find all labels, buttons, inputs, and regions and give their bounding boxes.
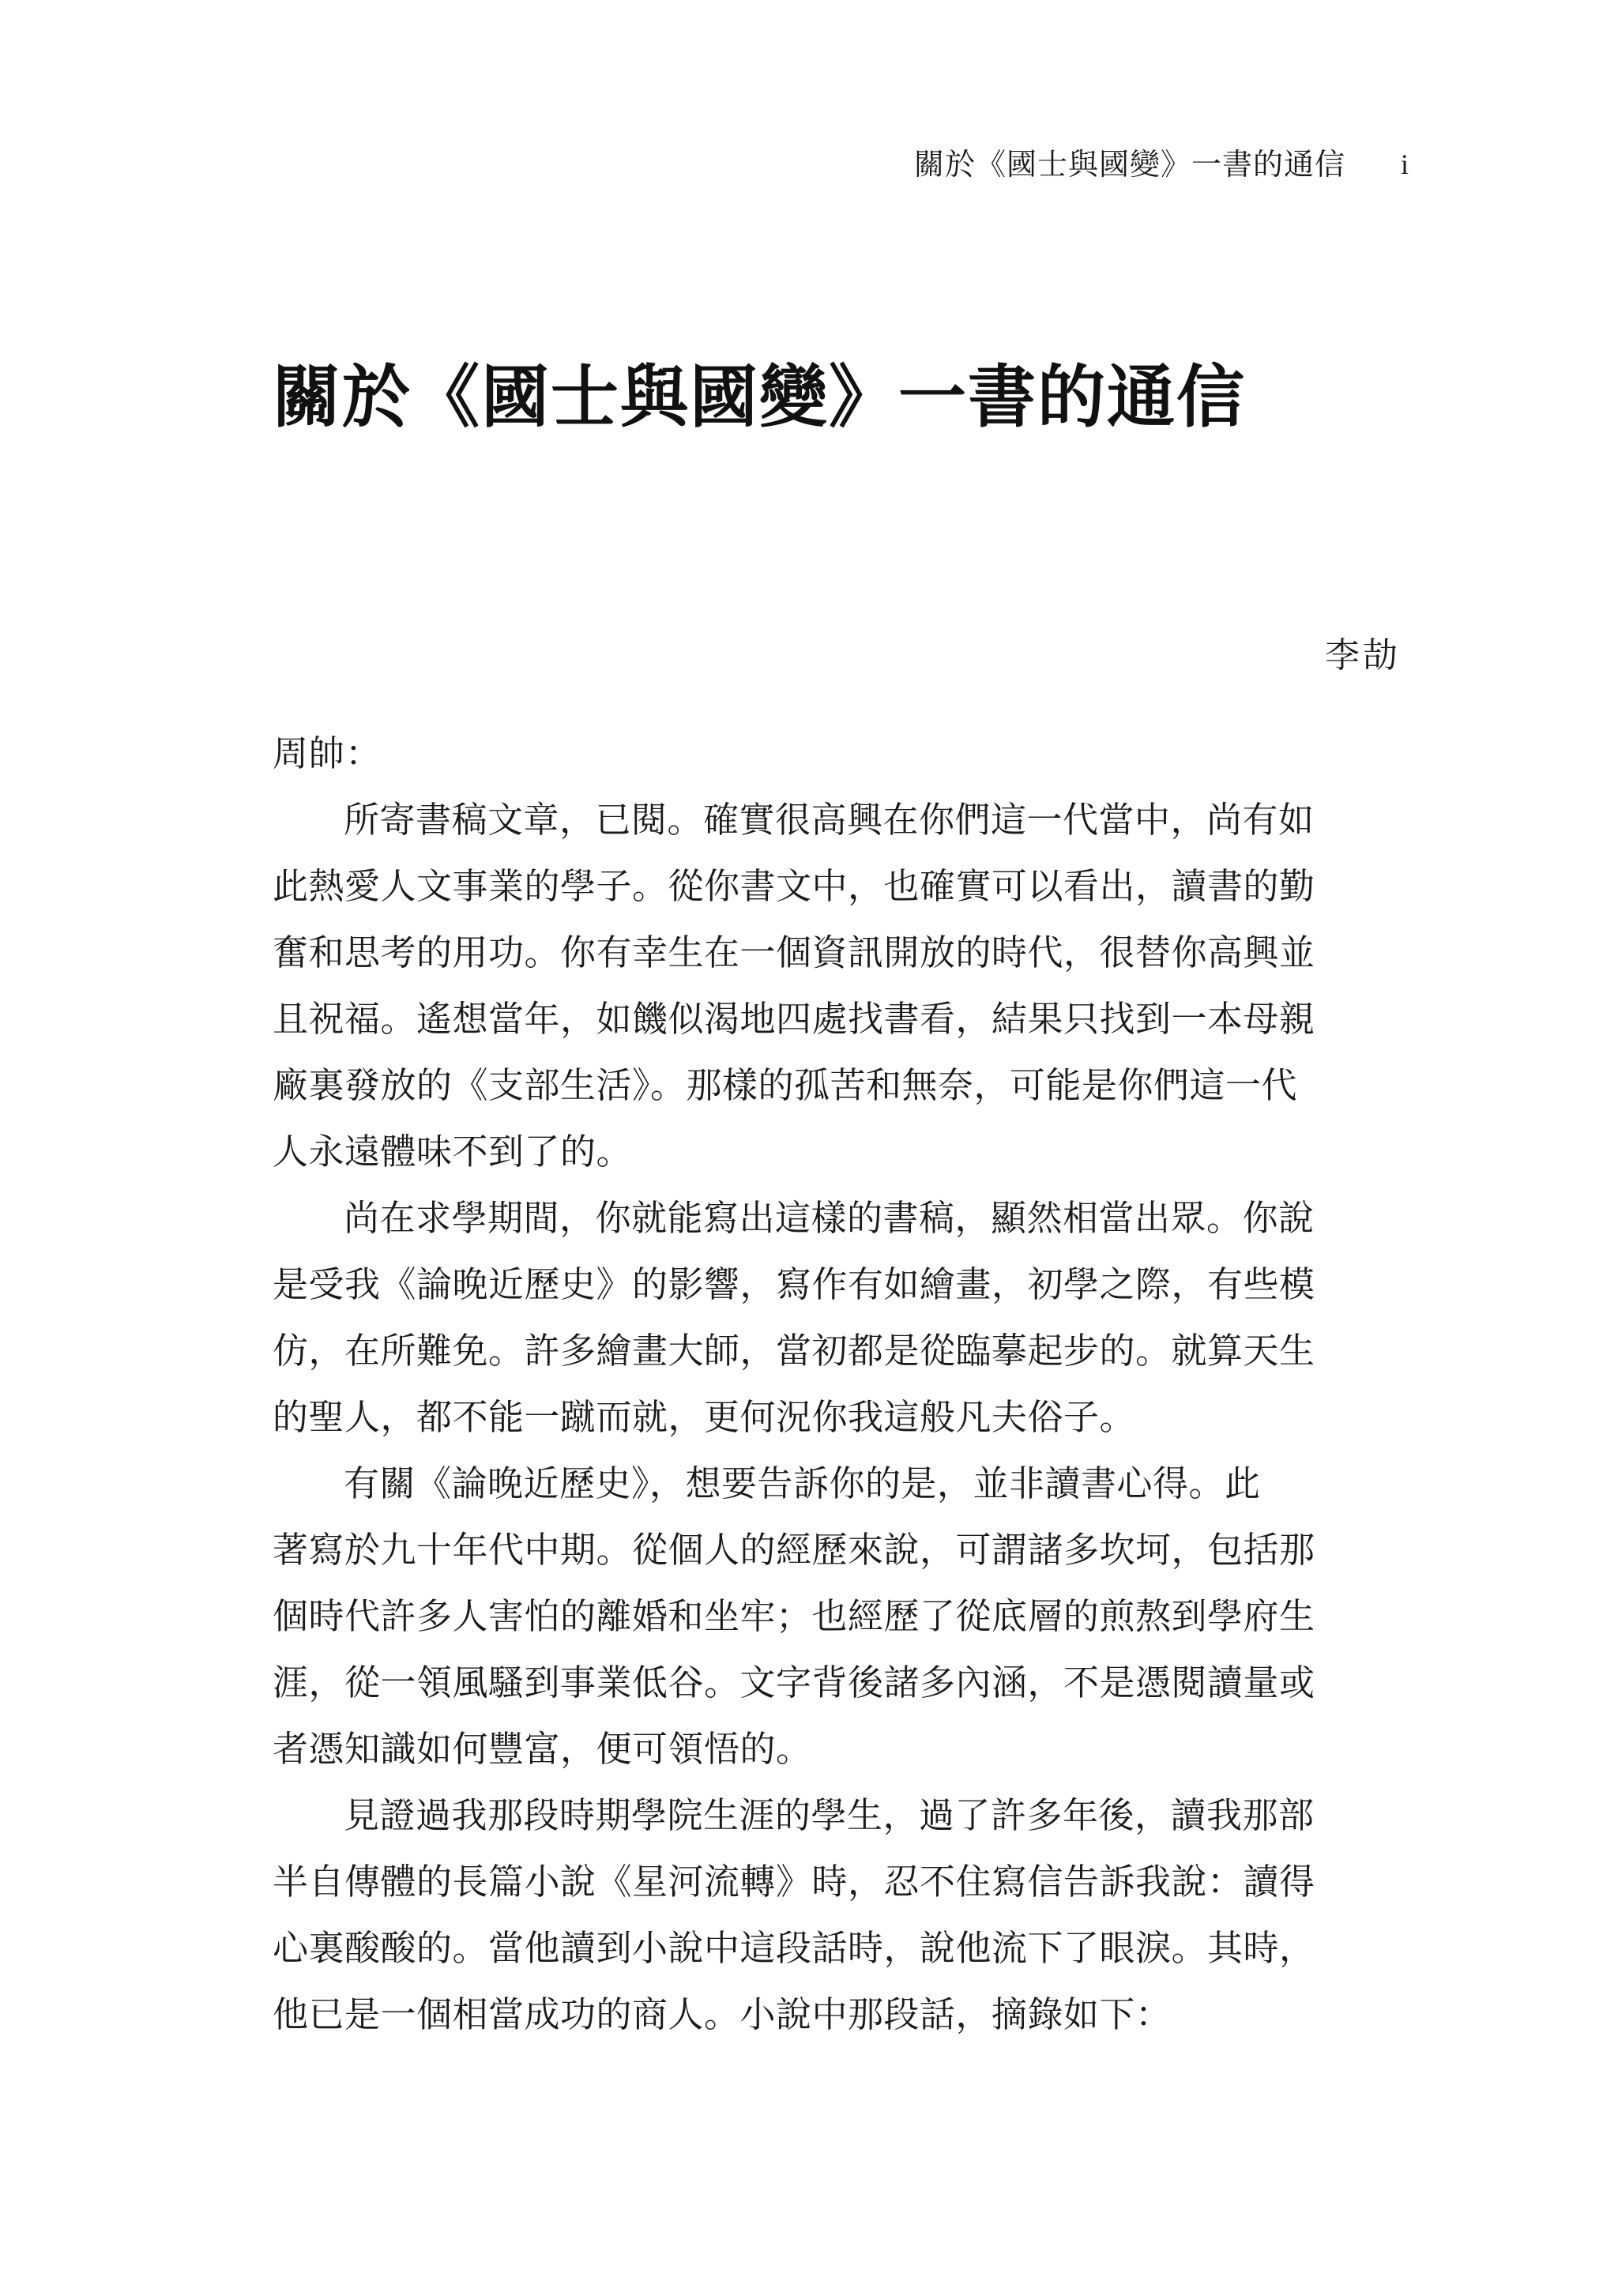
paragraph-line: 奮和思考的用功。你有幸生在一個資訊開放的時代，很替你高興並 — [273, 932, 1315, 973]
paragraph-line: 心裏酸酸的。當他讀到小說中這段話時，說他流下了眼淚。其時， — [273, 1927, 1315, 1969]
paragraph-line: 尚在求學期間，你就能寫出這樣的書稿，顯然相當出眾。你說 — [344, 1197, 1315, 1239]
paragraph-line: 著寫於九十年代中期。從個人的經歷來說，可謂諸多坎坷，包括那 — [273, 1529, 1315, 1571]
salutation: 周帥： — [273, 732, 382, 774]
paragraph — [273, 787, 1407, 1185]
paragraph-line: 所寄書稿文章，已閱。確實很高興在你們這一代當中，尚有如 — [344, 799, 1315, 841]
running-header — [0, 141, 1618, 188]
author-name: 李劼 — [1325, 635, 1401, 676]
paragraph-line: 者憑知識如何豐富，便可領悟的。 — [273, 1728, 812, 1770]
paragraph-line: 此熱愛人文事業的學子。從你書文中，也確實可以看出，讀書的勤 — [273, 865, 1315, 907]
paragraph — [273, 1451, 1407, 1782]
paragraph-line: 個時代許多人害怕的離婚和坐牢；也經歷了從底層的煎熬到學府生 — [273, 1595, 1315, 1637]
paragraph-line: 半自傳體的長篇小說《星河流轉》時，忍不住寫信告訴我說：讀得 — [273, 1861, 1315, 1903]
paragraph-line: 的聖人，都不能一蹴而就，更何況你我這般凡夫俗子。 — [273, 1396, 1136, 1438]
paragraph-line: 他已是一個相當成功的商人。小說中那段話，摘錄如下： — [273, 1993, 1172, 2035]
page-number: i — [1400, 149, 1409, 180]
paragraph-line: 人永遠體味不到了的。 — [273, 1131, 633, 1172]
paragraph-line: 見證過我那段時期學院生涯的學生，過了許多年後，讀我那部 — [344, 1794, 1315, 1836]
paragraph — [273, 1782, 1407, 2048]
running-title: 關於《國士與國變》一書的通信 — [913, 147, 1345, 182]
paragraph-line: 涯，從一領風騷到事業低谷。文字背後諸多內涵，不是憑閱讀量或 — [273, 1662, 1315, 1703]
letter-body — [273, 721, 1407, 2048]
paragraph-line: 有關《論晚近歷史》，想要告訴你的是，並非讀書心得。此 — [344, 1462, 1261, 1504]
paragraph-line: 仿，在所難免。許多繪畫大師，當初都是從臨摹起步的。就算天生 — [273, 1330, 1315, 1372]
paragraph-line: 是受我《論晚近歷史》的影響，寫作有如繪畫，初學之際，有些模 — [273, 1263, 1315, 1305]
paragraph-line: 廠裏發放的《支部生活》。那樣的孤苦和無奈，可能是你們這一代 — [273, 1064, 1298, 1106]
chapter-title: 關於《國士與國變》一書的通信 — [273, 357, 1246, 437]
paragraph-line: 且祝福。遙想當年，如饑似渴地四處找書看，結果只找到一本母親 — [273, 998, 1315, 1040]
paragraph — [273, 1185, 1407, 1451]
